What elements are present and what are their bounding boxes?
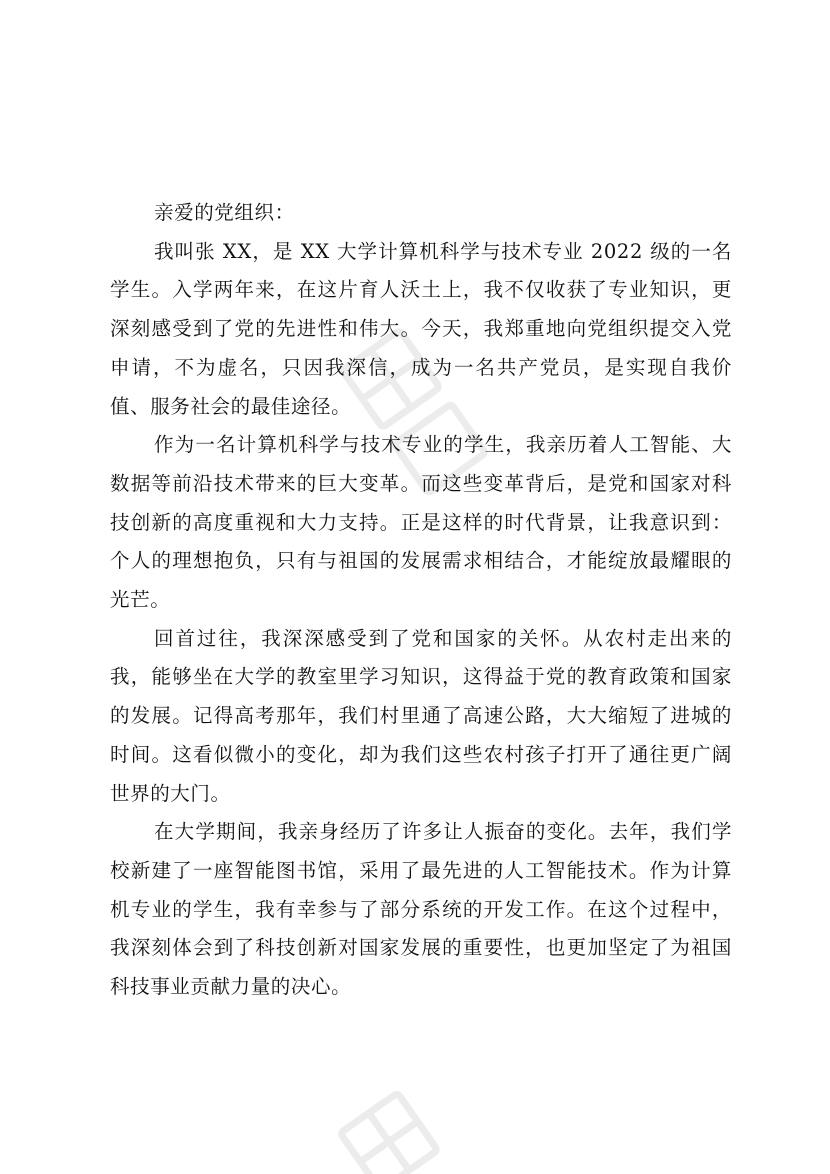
salutation: 亲爱的党组织： (154, 201, 295, 224)
paragraph: 作为一名计算机科学与技术专业的学生，我亲历着人工智能、大数据等前沿技术带来的巨大变革。而这些变革背后，是党和国家对科技创新的高度重视和大力支持。正是这样的时代背景，让我意识到：个人的理想抱负，只有与祖国的发展需求相结合，才能绽放最耀眼的光芒。 (110, 433, 732, 612)
watermark-bottom (300, 1060, 500, 1174)
paragraph: 在大学期间，我亲身经历了许多让人振奋的变化。去年，我们学校新建了一座智能图书馆，采用了最先进的人工智能技术。作为计算机专业的学生，我有幸参与了部分系统的开发工作。在这个过程中，我深刻体会到了科技创新对国家发展的重要性，也更加坚定了为祖国科技事业贡献力量的决心。 (110, 820, 732, 999)
paragraph: 我叫张 XX，是 XX 大学计算机科学与技术专业 2022 级的一名学生。入学两年来，在这片育人沃土上，我不仅收获了专业知识，更深刻感受到了党的先进性和伟大。今天，我郑重地向党组织提交入党申请，不为虚名，只因我深信，成为一名共产党员，是实现自我价值、服务社会的最佳途径。 (110, 239, 732, 418)
paragraph: 回首过往，我深深感受到了党和国家的关怀。从农村走出来的我，能够坐在大学的教室里学习知识，这得益于党的教育政策和国家的发展。记得高考那年，我们村里通了高速公路，大大缩短了进城的时间。这看似微小的变化，却为我们这些农村孩子打开了通往更广阔世界的大门。 (110, 626, 732, 805)
letter-body (110, 194, 732, 1007)
watermark-graphic (300, 1060, 500, 1174)
